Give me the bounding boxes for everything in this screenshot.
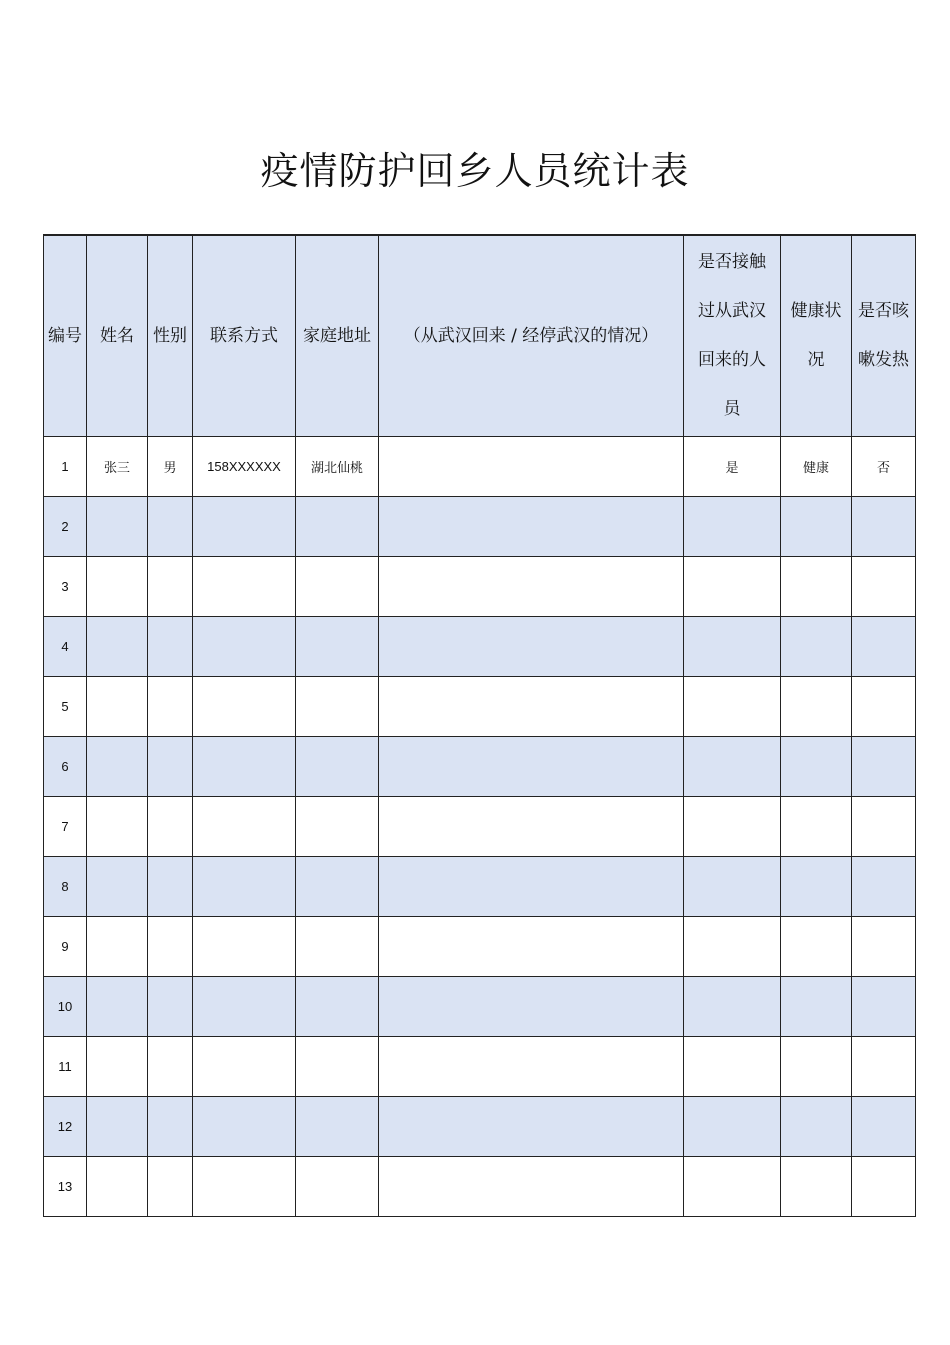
cell-contact[interactable] <box>684 797 781 857</box>
header-phone: 联系方式 <box>193 235 296 437</box>
header-cough-fever: 是否咳嗽发热 <box>852 235 916 437</box>
cell-phone[interactable] <box>193 1097 296 1157</box>
cell-wuhan-situation[interactable] <box>379 497 684 557</box>
cell-gender[interactable] <box>148 797 193 857</box>
cell-health[interactable] <box>781 497 852 557</box>
cell-cough-fever[interactable] <box>852 857 916 917</box>
cell-gender[interactable] <box>148 557 193 617</box>
cell-id[interactable]: 8 <box>44 857 87 917</box>
cell-wuhan-situation[interactable] <box>379 677 684 737</box>
cell-wuhan-situation[interactable] <box>379 617 684 677</box>
cell-id[interactable]: 13 <box>44 1157 87 1217</box>
cell-address[interactable] <box>296 1097 379 1157</box>
cell-address[interactable]: 湖北仙桃 <box>296 437 379 497</box>
cell-address[interactable] <box>296 497 379 557</box>
cell-id[interactable]: 1 <box>44 437 87 497</box>
cell-cough-fever[interactable] <box>852 977 916 1037</box>
cell-address[interactable] <box>296 797 379 857</box>
cell-phone[interactable] <box>193 917 296 977</box>
cell-id[interactable]: 3 <box>44 557 87 617</box>
cell-contact[interactable] <box>684 857 781 917</box>
cell-name[interactable] <box>87 917 148 977</box>
cell-gender[interactable]: 男 <box>148 437 193 497</box>
cell-health[interactable] <box>781 557 852 617</box>
cell-health[interactable] <box>781 857 852 917</box>
cell-phone[interactable] <box>193 497 296 557</box>
cell-gender[interactable] <box>148 737 193 797</box>
cell-id[interactable]: 6 <box>44 737 87 797</box>
cell-contact[interactable]: 是 <box>684 437 781 497</box>
cell-address[interactable] <box>296 917 379 977</box>
cell-wuhan-situation[interactable] <box>379 917 684 977</box>
header-wuhan-situation: （从武汉回来 / 经停武汉的情况） <box>379 235 684 437</box>
cell-wuhan-situation[interactable] <box>379 1097 684 1157</box>
cell-wuhan-situation[interactable] <box>379 1037 684 1097</box>
cell-id[interactable]: 9 <box>44 917 87 977</box>
cell-contact[interactable] <box>684 977 781 1037</box>
cell-wuhan-situation[interactable] <box>379 557 684 617</box>
cell-health[interactable] <box>781 617 852 677</box>
header-contact: 是否接触过从武汉回来的人员 <box>684 235 781 437</box>
cell-wuhan-situation[interactable] <box>379 737 684 797</box>
cell-cough-fever[interactable] <box>852 617 916 677</box>
header-health: 健康状况 <box>781 235 852 437</box>
cell-health[interactable] <box>781 1037 852 1097</box>
cell-phone[interactable]: 158XXXXXX <box>193 437 296 497</box>
cell-id[interactable]: 2 <box>44 497 87 557</box>
cell-cough-fever[interactable] <box>852 917 916 977</box>
cell-id[interactable]: 5 <box>44 677 87 737</box>
cell-phone[interactable] <box>193 857 296 917</box>
cell-gender[interactable] <box>148 1097 193 1157</box>
cell-phone[interactable] <box>193 557 296 617</box>
cell-wuhan-situation[interactable] <box>379 1157 684 1217</box>
cell-contact[interactable] <box>684 917 781 977</box>
cell-gender[interactable] <box>148 1157 193 1217</box>
cell-cough-fever[interactable] <box>852 1157 916 1217</box>
cell-cough-fever[interactable] <box>852 737 916 797</box>
cell-name[interactable] <box>87 737 148 797</box>
cell-contact[interactable] <box>684 497 781 557</box>
table-header-row <box>44 235 916 437</box>
cell-phone[interactable] <box>193 617 296 677</box>
cell-gender[interactable] <box>148 617 193 677</box>
header-name: 姓名 <box>87 235 148 437</box>
cell-wuhan-situation[interactable] <box>379 977 684 1037</box>
cell-name[interactable] <box>87 797 148 857</box>
cell-id[interactable]: 12 <box>44 1097 87 1157</box>
cell-id[interactable]: 4 <box>44 617 87 677</box>
cell-gender[interactable] <box>148 857 193 917</box>
cell-health[interactable] <box>781 1097 852 1157</box>
cell-wuhan-situation[interactable] <box>379 437 684 497</box>
table-row <box>44 1037 916 1097</box>
table-row <box>44 917 916 977</box>
table-row <box>44 977 916 1037</box>
cell-health[interactable] <box>781 1157 852 1217</box>
cell-cough-fever[interactable] <box>852 677 916 737</box>
cell-name[interactable] <box>87 1097 148 1157</box>
cell-address[interactable] <box>296 617 379 677</box>
cell-health[interactable] <box>781 977 852 1037</box>
cell-health[interactable]: 健康 <box>781 437 852 497</box>
cell-address[interactable] <box>296 1157 379 1217</box>
cell-name[interactable] <box>87 677 148 737</box>
cell-contact[interactable] <box>684 617 781 677</box>
header-address: 家庭地址 <box>296 235 379 437</box>
cell-id[interactable]: 10 <box>44 977 87 1037</box>
cell-contact[interactable] <box>684 1157 781 1217</box>
cell-gender[interactable] <box>148 677 193 737</box>
cell-wuhan-situation[interactable] <box>379 797 684 857</box>
cell-name[interactable] <box>87 617 148 677</box>
cell-address[interactable] <box>296 977 379 1037</box>
returnee-statistics-table <box>43 234 916 1217</box>
cell-wuhan-situation[interactable] <box>379 857 684 917</box>
table-row <box>44 1157 916 1217</box>
cell-address[interactable] <box>296 1037 379 1097</box>
cell-health[interactable] <box>781 737 852 797</box>
cell-name[interactable] <box>87 977 148 1037</box>
header-gender: 性别 <box>148 235 193 437</box>
cell-name[interactable]: 张三 <box>87 437 148 497</box>
cell-cough-fever[interactable] <box>852 797 916 857</box>
table-row <box>44 437 916 497</box>
table-row <box>44 617 916 677</box>
cell-gender[interactable] <box>148 1037 193 1097</box>
cell-health[interactable] <box>781 917 852 977</box>
table-row <box>44 677 916 737</box>
table-row <box>44 557 916 617</box>
cell-cough-fever[interactable] <box>852 1097 916 1157</box>
table-row <box>44 497 916 557</box>
cell-id[interactable]: 11 <box>44 1037 87 1097</box>
cell-phone[interactable] <box>193 1157 296 1217</box>
cell-gender[interactable] <box>148 497 193 557</box>
cell-address[interactable] <box>296 737 379 797</box>
cell-address[interactable] <box>296 857 379 917</box>
cell-contact[interactable] <box>684 1097 781 1157</box>
cell-phone[interactable] <box>193 1037 296 1097</box>
page-title: 疫情防护回乡人员统计表 <box>260 149 690 193</box>
cell-health[interactable] <box>781 677 852 737</box>
cell-address[interactable] <box>296 677 379 737</box>
cell-contact[interactable] <box>684 677 781 737</box>
cell-health[interactable] <box>781 797 852 857</box>
header-id: 编号 <box>44 235 87 437</box>
cell-id[interactable]: 7 <box>44 797 87 857</box>
table-row <box>44 1097 916 1157</box>
cell-name[interactable] <box>87 497 148 557</box>
cell-cough-fever[interactable] <box>852 557 916 617</box>
cell-address[interactable] <box>296 557 379 617</box>
cell-phone[interactable] <box>193 737 296 797</box>
table-row <box>44 737 916 797</box>
table-row <box>44 797 916 857</box>
cell-name[interactable] <box>87 1037 148 1097</box>
cell-gender[interactable] <box>148 977 193 1037</box>
cell-cough-fever[interactable]: 否 <box>852 437 916 497</box>
cell-contact[interactable] <box>684 557 781 617</box>
cell-contact[interactable] <box>684 1037 781 1097</box>
cell-phone[interactable] <box>193 977 296 1037</box>
cell-name[interactable] <box>87 557 148 617</box>
cell-gender[interactable] <box>148 917 193 977</box>
cell-contact[interactable] <box>684 737 781 797</box>
cell-cough-fever[interactable] <box>852 1037 916 1097</box>
table-body <box>44 437 916 1217</box>
cell-name[interactable] <box>87 1157 148 1217</box>
cell-phone[interactable] <box>193 677 296 737</box>
table-row <box>44 857 916 917</box>
cell-cough-fever[interactable] <box>852 497 916 557</box>
cell-phone[interactable] <box>193 797 296 857</box>
cell-name[interactable] <box>87 857 148 917</box>
